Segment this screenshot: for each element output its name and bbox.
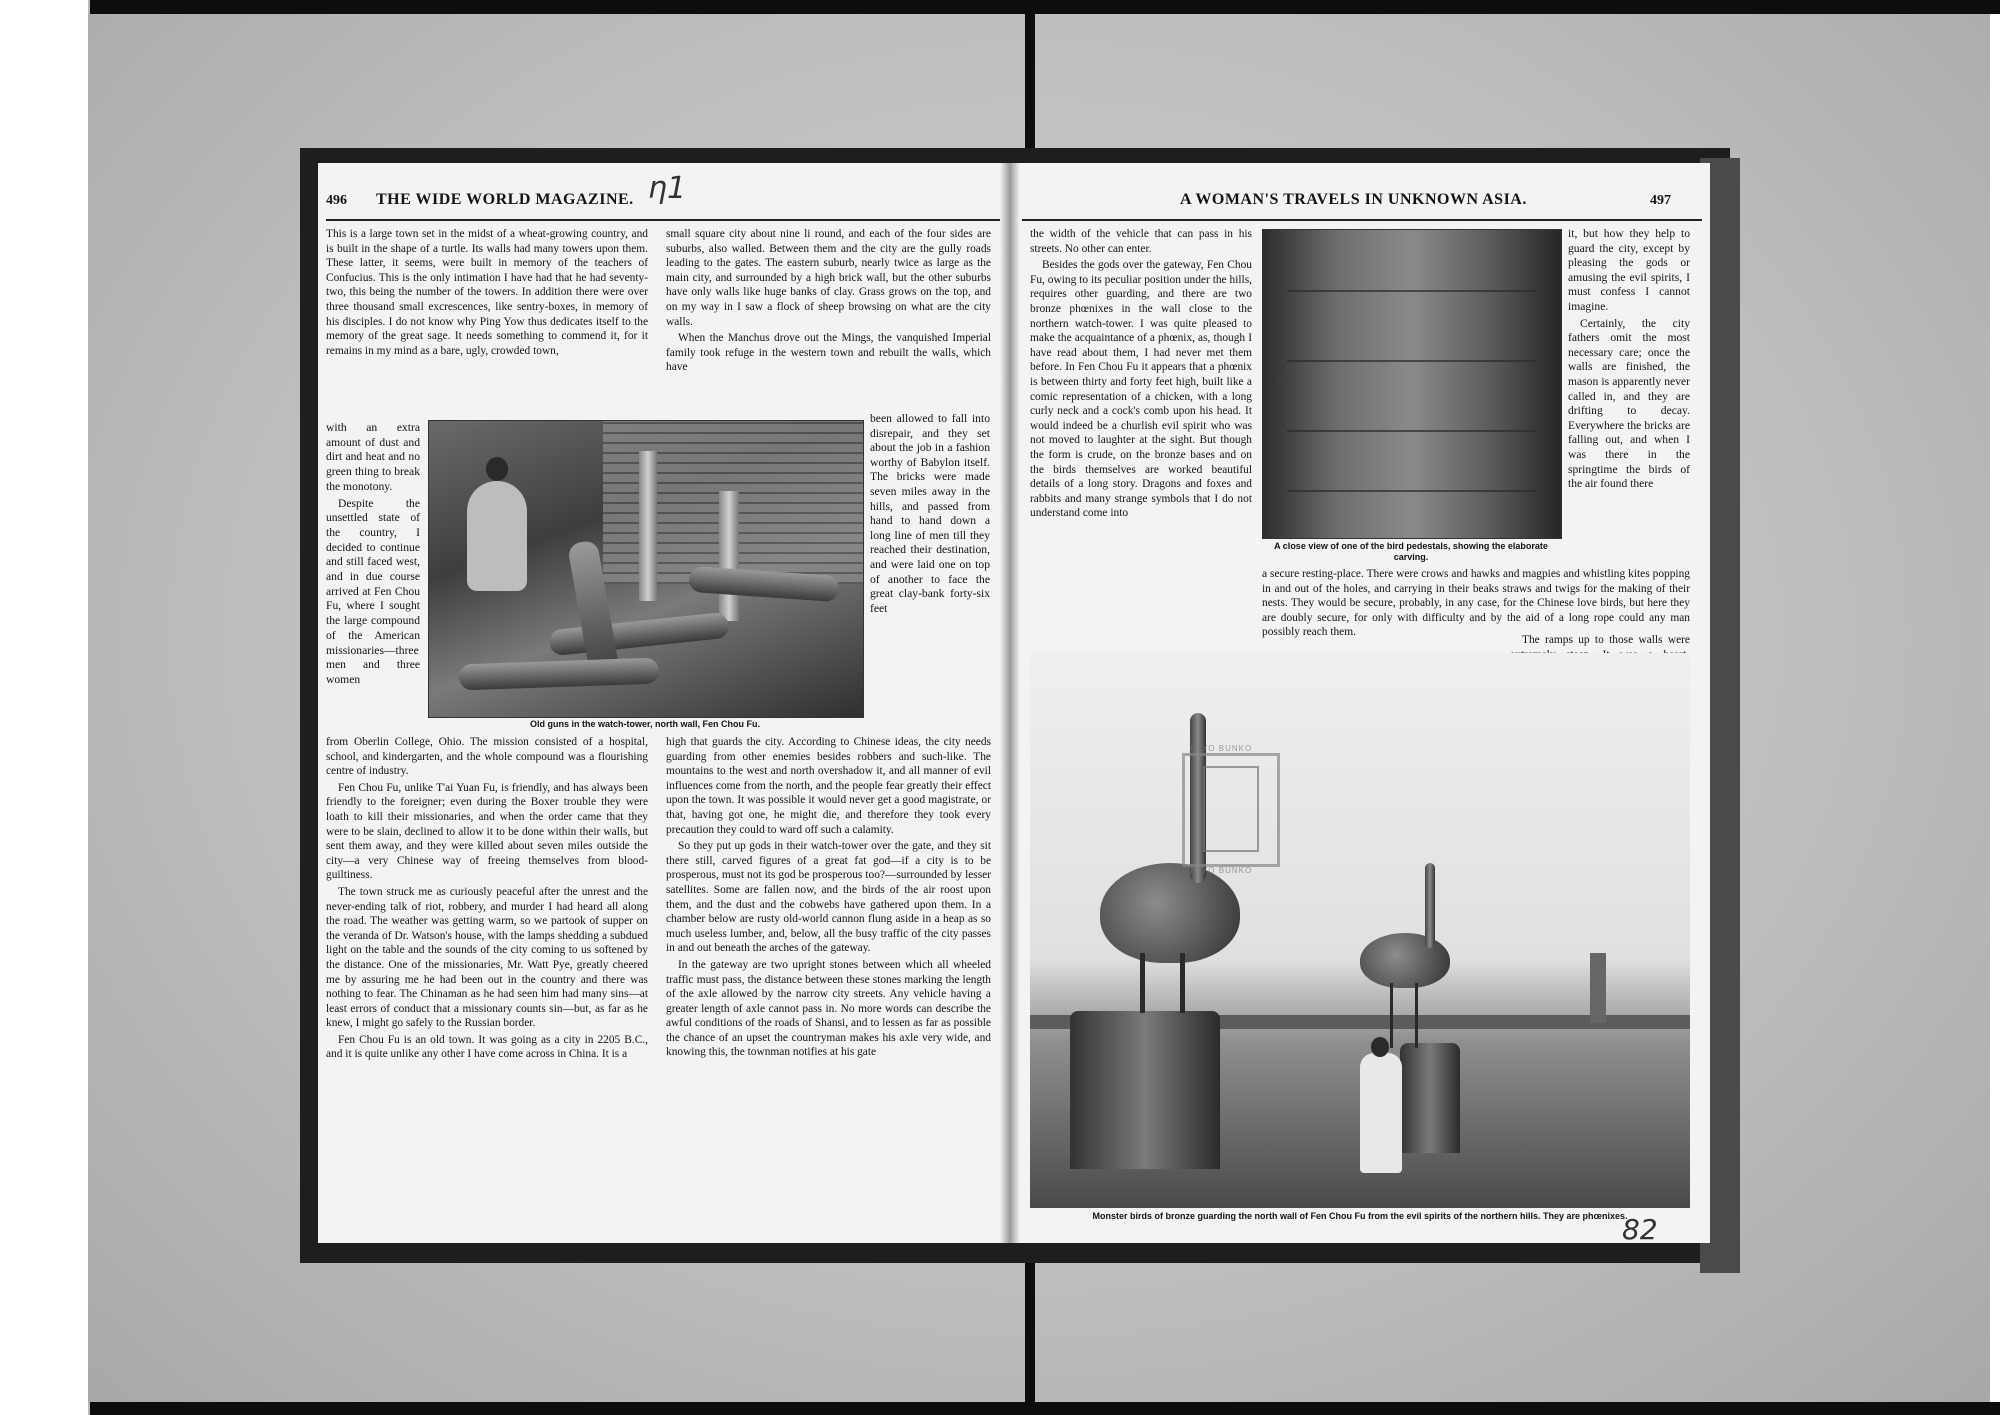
paragraph: the width of the vehicle that can pass in his streets. No other can enter. — [1030, 228, 1252, 255]
carving-line — [1287, 360, 1537, 362]
paragraph: with an extra amount of dust and dirt and heat and no green thing to break the monotony. — [326, 421, 420, 493]
pedestal-photo — [1262, 229, 1562, 539]
man-head — [486, 457, 508, 481]
left-running-head: THE WIDE WORLD MAGAZINE. — [376, 191, 634, 208]
hand-mark-1: ƞ1 — [648, 171, 687, 206]
right-mid-text — [1262, 567, 1690, 642]
stamp-text-bottom: TOYO BUNKO — [1189, 866, 1253, 875]
seated-man — [467, 481, 527, 591]
paragraph: Fen Chou Fu, unlike T'ai Yuan Fu, is friendly, and has always been friendly to the foreigner; even during the Boxer trouble they were loath to kill their missionaries, and when the order came that they were to be slain, declined to allow it to be done within their walls, but sent them away, and they were killed about seven miles outside the city—a very Chinese way of freeing themselves from blood-guiltiness. — [326, 781, 648, 882]
carving-line — [1287, 430, 1537, 432]
scan-margin-left — [0, 0, 88, 1415]
paragraph: The ramps up to those walls were — [1522, 634, 1690, 646]
gun-barrel — [459, 658, 660, 691]
left-col2-narrow — [870, 412, 990, 618]
left-page — [318, 163, 1018, 1243]
left-header-rule — [326, 219, 1011, 221]
scan-edge-top — [90, 0, 2000, 14]
birds-photo — [1030, 653, 1690, 1208]
left-folio: 496 — [326, 193, 347, 208]
phoenix-leg — [1415, 983, 1418, 1048]
paragraph: This is a large town set in the midst of a wheat-growing country, and is built in the shape of a turtle. Its walls had many towers upon them. These latter, it seems, were built in memory of the teachers of Confucius. This is the only intimation I have had that he had seventy-two, this being the number of the towers. In addition there were over three thousand small excrescences, like sentry-boxes, in memory of his disciples. I do not know why Ping Yow thus dedicates itself to the memory of the great sage. It needs something to commend it, for it remains in my mind as a bare, ugly, crowded town, — [326, 228, 648, 357]
carving-line — [1287, 290, 1537, 292]
right-running-head: A WOMAN'S TRAVELS IN UNKNOWN ASIA. — [1180, 191, 1527, 208]
bronze-phoenix-large — [1100, 863, 1240, 963]
phoenix-leg — [1390, 983, 1393, 1048]
paragraph: Certainly, the city fathers omit the most necessary care; once the walls are finished, the mason is apparently never called in, and they are drifting to decay. Everywhere the bricks are falling out, and when I was there in the springtime the birds of the air found there — [1568, 316, 1690, 491]
right-col-c — [1568, 227, 1690, 494]
standing-man — [1360, 1053, 1402, 1173]
bird-pedestal-small — [1400, 1043, 1460, 1153]
right-col-a — [1030, 227, 1252, 523]
man-head — [1371, 1037, 1389, 1057]
phoenix-leg — [1140, 953, 1145, 1013]
paragraph: from Oberlin College, Ohio. The mission consisted of a hospital, school, and kindergarten, and the whole compound was a flourishing centre of industry. — [326, 736, 648, 778]
bronze-phoenix-small — [1360, 933, 1450, 988]
paragraph: been allowed to fall into disrepair, and they set about the job in a fashion worthy of Babylon itself. The bricks were made seven miles away in the hills, and passed from hand to hand down a long line of men till they reached their destination, and were laid one on top of another to face the great clay-bank forty-six feet — [870, 412, 990, 615]
stamp-text-top: TOYO BUNKO — [1189, 744, 1253, 753]
paragraph: Besides the gods over the gateway, Fen Chou Fu, owing to its peculiar position under the hills, requires other guarding, and there are two bronze phœnixes in the wall close to the northern watch-tower. I was quite pleased to make the acquaintance of a phœnix, as, though I have read about them, I had never met them before. In Fen Chou Fu it appears that a phœnix is between thirty and forty feet high, built like a comic representation of a chicken, with a long curly neck and a cock's comb upon his head. It would indeed be a churlish evil spirit who was not moved to laughter at the sight. But though the form is crude, on the bronze bases and on the birds themselves are worked beautiful details of a long story. Dragons and foxes and rabbits and many strange symbols that I do not understand come into — [1030, 259, 1252, 520]
guns-caption: Old guns in the watch-tower, north wall, Fen Chou Fu. — [530, 719, 760, 729]
carving-line — [1287, 490, 1537, 492]
paragraph: it, but how they help to guard the city, except by pleasing the gods or amusing the evil spirits, I must confess I cannot imagine. — [1568, 227, 1690, 313]
gun-barrel-upright — [719, 491, 739, 621]
birds-caption: Monster birds of bronze guarding the north wall of Fen Chou Fu from the evil spirits of the northern hills. They are phœnixes. — [1092, 1211, 1628, 1221]
left-col2-bottom — [666, 735, 991, 1062]
guns-photo — [428, 420, 864, 718]
stamp-seal — [1203, 766, 1259, 852]
left-col1-narrow — [326, 421, 420, 690]
gun-barrel — [548, 612, 730, 657]
phoenix-neck — [1425, 863, 1435, 948]
paragraph: a secure resting-place. There were crows and hawks and magpies and whistling kites popping in and out of the holes, and carrying in their beaks straws and twigs for the making of their nests. They would be secure, probably, in any case, for the Chinese love birds, but here they are doubly secure, for only with difficulty and by the aid of a long rope could any man possibly reach them. — [1262, 568, 1690, 639]
bird-pedestal-large — [1070, 1011, 1220, 1169]
paragraph: high that guards the city. According to Chinese ideas, the city needs guarding from other enemies besides robbers and such-like. The mountains to the west and north overshadow it, and all manner of evil influences come from the north, and the people fear greatly their effect upon the town. It was possible it would never get a good magistrate, or that, having got one, he might die, and therefore they took every precaution they could to ward off such a calamity. — [666, 736, 991, 836]
paragraph: In the gateway are two upright stones between which all wheeled traffic must pass, the distance between these stones marking the length of the axle allowed by the narrow city streets. Any vehicle having a greater length of axle cannot pass in. No more words can describe the awful conditions of the roads of Shansi, and to lessen as far as possible the chance of an upset the countryman makes his axle very wide, and knowing this, the townman notifies at his gate — [666, 958, 991, 1059]
paragraph: small square city about nine li round, and each of the four sides are suburbs, also walled. Between them and the city are the gully roads leading to the gates. The eastern suburb, nearly twice as large as the main city, and surrounded by a high brick wall, but the other suburbs have only walls like huge banks of clay. Grass grows on the top, and on my way in I saw a flock of sheep browsing on what are the city walls. — [666, 228, 991, 328]
scan-divider-bottom — [1025, 1250, 1035, 1415]
library-stamp — [1182, 744, 1280, 875]
paragraph: The town struck me as curiously peaceful after the unrest and the never-ending talk of riot, robbery, and murder I had heard all along the road. The weather was getting warm, so we partook of supper on the veranda of Dr. Watson's house, with the lamps shedding a subdued light on the table and the sounds of the city coming to us softened by the distance. One of the missionaries, Mr. Watt Pye, greatly cheered me by assuring me he had been out in the country and there was nothing to fear. The Chinaman as he had seen him had many sins—at least errors of conduct that a missionary counts sin—but, as far as he knew, I might go safely to the Russian border. — [326, 885, 648, 1030]
book-gutter — [1000, 163, 1020, 1243]
left-col2-top — [666, 227, 991, 377]
paragraph: Fen Chou Fu is an old town. It was going as a city in 2205 B.C., and it is quite unlike any other I have come across in China. It is a — [326, 1033, 648, 1061]
gun-barrel-upright — [639, 451, 657, 601]
paragraph: Despite the unsettled state of the country, I decided to continue and still faced west, and in due course arrived at Fen Chou Fu, where I sought the large compound of the American missionaries—three men and three women — [326, 496, 420, 686]
left-col1-top — [326, 227, 648, 360]
right-header-rule — [1022, 219, 1702, 221]
scan-margin-right — [1990, 0, 2000, 1415]
pagoda — [1590, 953, 1606, 1023]
phoenix-leg — [1180, 953, 1185, 1013]
scan-edge-bottom — [90, 1402, 2000, 1415]
left-col1-bottom — [326, 735, 648, 1064]
right-folio: 497 — [1650, 193, 1671, 208]
hand-mark-2: 82 — [1622, 1213, 1658, 1243]
scan-divider-top — [1025, 0, 1035, 160]
pedestal-caption: A close view of one of the bird pedestals, showing the elaborate carving. — [1274, 541, 1548, 562]
paragraph: When the Manchus drove out the Mings, the vanquished Imperial family took refuge in the western town and rebuilt the walls, which have — [666, 332, 991, 374]
right-page — [1010, 163, 1710, 1243]
paragraph: So they put up gods in their watch-tower over the gate, and they sit there still, carved figures of a great fat god—if a city is to be prosperous, must not its god be prosperous too?—surrounded by lesser satellites. Some are fallen now, and the birds of the air roost upon them, and the dust and the cobwebs have gathered upon them. In a chamber below are rusty old-world cannon flung aside in a heap as so much useless lumber, and, below, all the busy traffic of the city passes in and out beneath the arches of the gateway. — [666, 840, 991, 955]
